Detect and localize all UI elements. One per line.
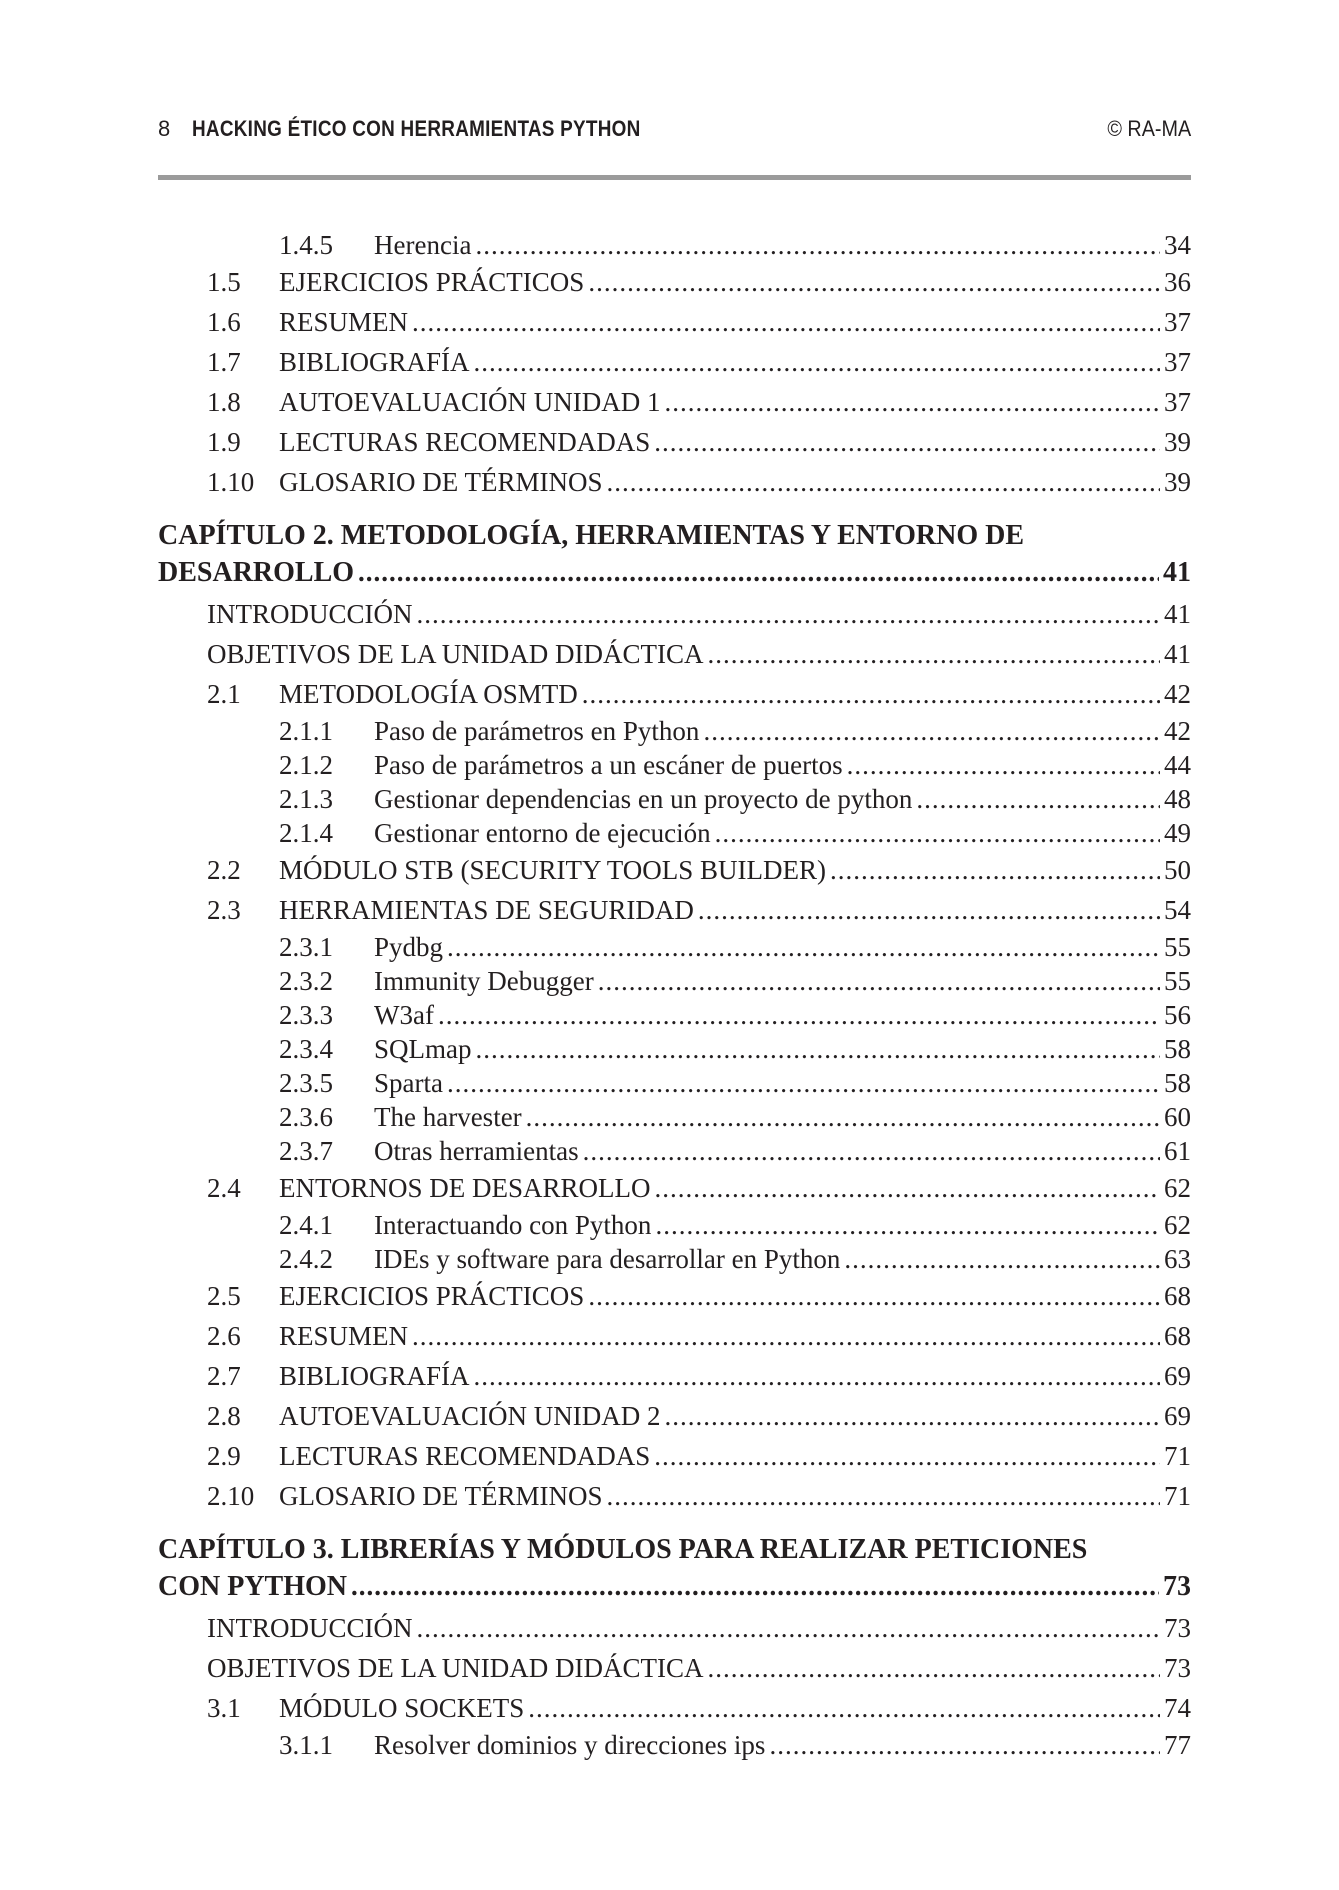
dot-leader (703, 714, 1160, 748)
toc-page-number: 71 (1164, 1481, 1191, 1511)
toc-page-number: 37 (1164, 307, 1191, 337)
toc-section-number: 1.8 (207, 387, 241, 417)
dot-leader (707, 1648, 1160, 1688)
toc-entry (158, 782, 1191, 816)
toc-entry-title: Resolver dominios y direcciones ips (374, 1730, 766, 1760)
toc-section-number: 2.7 (207, 1361, 241, 1391)
toc-section-number: 1.10 (207, 467, 255, 497)
toc-entry-title: INTRODUCCIÓN (207, 599, 413, 629)
toc-page-number: 37 (1164, 347, 1191, 377)
dot-leader (655, 1208, 1160, 1242)
dot-leader (664, 382, 1160, 422)
dot-leader (447, 930, 1160, 964)
toc-page-number: 34 (1164, 230, 1191, 260)
toc-page-number: 37 (1164, 387, 1191, 417)
dot-leader (582, 674, 1160, 714)
toc-page-number: 41 (1163, 557, 1191, 588)
toc-entry (158, 1316, 1191, 1356)
toc-page-number: 49 (1164, 818, 1191, 848)
dot-leader (474, 342, 1160, 382)
toc-entry (158, 1688, 1191, 1728)
page-number: 8 (158, 116, 171, 141)
toc-entry-title: Interactuando con Python (374, 1210, 652, 1240)
publisher-mark: © RA-MA (1107, 116, 1191, 141)
toc-page-number: 48 (1164, 784, 1191, 814)
toc-entry-title: IDEs y software para desarrollar en Python (374, 1244, 841, 1274)
toc-entry-title: HERRAMIENTAS DE SEGURIDAD (279, 895, 694, 925)
toc-entry (158, 714, 1191, 748)
dot-leader (526, 1100, 1160, 1134)
toc-entry (158, 1168, 1191, 1208)
toc-entry (158, 1134, 1191, 1168)
toc-entry (158, 1242, 1191, 1276)
dot-leader (358, 554, 1159, 590)
toc-entry (158, 964, 1191, 998)
toc-section-number: 2.5 (207, 1281, 241, 1311)
dot-leader (417, 1608, 1161, 1648)
dot-leader (412, 1316, 1160, 1356)
toc-entry-title: BIBLIOGRAFÍA (279, 347, 470, 377)
toc-section-number: 1.5 (207, 267, 241, 297)
toc-page-number: 56 (1164, 1000, 1191, 1030)
chapter-title-line2 (158, 1568, 1191, 1604)
toc-chapter-entry (158, 518, 1191, 590)
toc-entry (158, 1396, 1191, 1436)
toc-entry-title: Pydbg (374, 932, 444, 962)
chapter-title-line1: CAPÍTULO 2. METODOLOGÍA, HERRAMIENTAS Y ENTORNO DE (158, 520, 1025, 551)
toc-section-number: 1.7 (207, 347, 241, 377)
toc-section-number: 2.3.7 (279, 1136, 333, 1166)
toc-section-number: 2.1.3 (279, 784, 333, 814)
toc-entry-title: AUTOEVALUACIÓN UNIDAD 2 (279, 1401, 661, 1431)
dot-leader (475, 228, 1160, 262)
toc-section-number: 2.2 (207, 855, 241, 885)
toc-page-number: 42 (1164, 716, 1191, 746)
toc-entry (158, 1648, 1191, 1688)
toc-section-number: 2.4 (207, 1173, 241, 1203)
dot-leader (588, 262, 1160, 302)
toc-entry-title: INTRODUCCIÓN (207, 1613, 413, 1643)
toc-entry-title: ENTORNOS DE DESARROLLO (279, 1173, 651, 1203)
toc-entry (158, 930, 1191, 964)
toc-page-number: 39 (1164, 427, 1191, 457)
dot-leader (412, 302, 1160, 342)
toc-section-number: 1.6 (207, 307, 241, 337)
toc-page-number: 73 (1163, 1571, 1191, 1602)
toc-entry-title: EJERCICIOS PRÁCTICOS (279, 267, 585, 297)
toc-entry (158, 1728, 1191, 1762)
dot-leader (769, 1728, 1160, 1762)
toc-section-number: 2.1 (207, 679, 241, 709)
toc-page-number: 71 (1164, 1441, 1191, 1471)
toc-section-number: 2.8 (207, 1401, 241, 1431)
dot-leader (654, 1436, 1160, 1476)
toc-section-number: 2.6 (207, 1321, 241, 1351)
toc-section-number: 2.3.6 (279, 1102, 333, 1132)
toc-entry (158, 748, 1191, 782)
toc-entry (158, 1476, 1191, 1516)
toc-section-number: 2.1.1 (279, 716, 333, 746)
running-header (158, 112, 1191, 146)
toc-entry-title: Immunity Debugger (374, 966, 594, 996)
toc-entry (158, 634, 1191, 674)
toc-entry-title: Gestionar entorno de ejecución (374, 818, 711, 848)
toc-entry (158, 228, 1191, 262)
toc-section-number: 3.1 (207, 1693, 241, 1723)
toc-entry-title: Gestionar dependencias en un proyecto de python (374, 784, 913, 814)
toc-page-number: 58 (1164, 1068, 1191, 1098)
toc-entry-title: GLOSARIO DE TÉRMINOS (279, 1481, 603, 1511)
toc-entry-title: OBJETIVOS DE LA UNIDAD DIDÁCTICA (207, 639, 704, 669)
dot-leader (655, 1168, 1160, 1208)
toc-page-number: 36 (1164, 267, 1191, 297)
dot-leader (583, 1134, 1160, 1168)
dot-leader (588, 1276, 1160, 1316)
toc-entry (158, 302, 1191, 342)
toc-section-number: 1.4.5 (279, 230, 333, 260)
dot-leader (438, 998, 1160, 1032)
toc-entry-title: RESUMEN (279, 307, 409, 337)
toc-page-number: 61 (1164, 1136, 1191, 1166)
chapter-title-line2 (158, 554, 1191, 590)
toc-entry (158, 850, 1191, 890)
toc-section-number: 2.3.4 (279, 1034, 333, 1064)
dot-leader (447, 1066, 1160, 1100)
toc-entry-title: Paso de parámetros a un escáner de puertos (374, 750, 843, 780)
toc-entry-title: AUTOEVALUACIÓN UNIDAD 1 (279, 387, 661, 417)
toc-entry-title: The harvester (374, 1102, 522, 1132)
toc-entry (158, 342, 1191, 382)
toc-page-number: 68 (1164, 1321, 1191, 1351)
toc-entry-title: RESUMEN (279, 1321, 409, 1351)
toc-entry-title: Paso de parámetros en Python (374, 716, 700, 746)
dot-leader (528, 1688, 1160, 1728)
toc-page-number: 55 (1164, 966, 1191, 996)
toc-entry (158, 1100, 1191, 1134)
toc-page-number: 54 (1164, 895, 1191, 925)
toc-section-number: 2.10 (207, 1481, 255, 1511)
toc-entry (158, 1608, 1191, 1648)
toc-page-number: 77 (1164, 1730, 1191, 1760)
toc-page-number: 69 (1164, 1361, 1191, 1391)
toc-entry-title: Sparta (374, 1068, 443, 1098)
dot-leader (698, 890, 1160, 930)
dot-leader (664, 1396, 1160, 1436)
toc-page-number: 44 (1164, 750, 1191, 780)
dot-leader (844, 1242, 1160, 1276)
toc-entry (158, 422, 1191, 462)
dot-leader (607, 462, 1160, 502)
chapter-title-line1: CAPÍTULO 3. LIBRERÍAS Y MÓDULOS PARA REALIZAR PETICIONES (158, 1534, 1088, 1565)
toc-page-number: 68 (1164, 1281, 1191, 1311)
toc-entry (158, 1436, 1191, 1476)
dot-leader (654, 422, 1160, 462)
toc-entry-title: Herencia (374, 230, 472, 260)
dot-leader (474, 1356, 1160, 1396)
toc-entry (158, 382, 1191, 422)
header-rule (158, 175, 1191, 180)
toc-entry-title: Otras herramientas (374, 1136, 579, 1166)
dot-leader (598, 964, 1160, 998)
toc-entry (158, 998, 1191, 1032)
dot-leader (916, 782, 1160, 816)
toc-page-number: 41 (1164, 599, 1191, 629)
toc-page-number: 41 (1164, 639, 1191, 669)
toc-entry (158, 890, 1191, 930)
toc-entry (158, 262, 1191, 302)
toc-page-number: 73 (1164, 1653, 1191, 1683)
toc-entry (158, 594, 1191, 634)
toc-entry (158, 462, 1191, 502)
toc-section-number: 2.4.1 (279, 1210, 333, 1240)
toc-entry-title: MÓDULO STB (SECURITY TOOLS BUILDER) (279, 855, 827, 885)
toc-page-number: 63 (1164, 1244, 1191, 1274)
toc-entry (158, 674, 1191, 714)
toc-page-number: 62 (1164, 1173, 1191, 1203)
toc-entry-title: EJERCICIOS PRÁCTICOS (279, 1281, 585, 1311)
toc-entry-title: SQLmap (374, 1034, 472, 1064)
toc-section-number: 3.1.1 (279, 1730, 333, 1760)
toc-section-number: 2.1.2 (279, 750, 333, 780)
toc-page-number: 74 (1164, 1693, 1191, 1723)
book-title: HACKING ÉTICO CON HERRAMIENTAS PYTHON (192, 116, 641, 141)
toc-entry-title: BIBLIOGRAFÍA (279, 1361, 470, 1391)
table-of-contents (158, 228, 1191, 1762)
dot-leader (707, 634, 1160, 674)
toc-section-number: 2.3.5 (279, 1068, 333, 1098)
toc-page-number: 39 (1164, 467, 1191, 497)
toc-entry-title: METODOLOGÍA OSMTD (279, 679, 578, 709)
toc-page-number: 73 (1164, 1613, 1191, 1643)
dot-leader (715, 816, 1160, 850)
toc-entry (158, 1276, 1191, 1316)
chapter-title-end: CON PYTHON (158, 1571, 347, 1602)
chapter-title-end: DESARROLLO (158, 557, 355, 588)
dot-leader (607, 1476, 1160, 1516)
dot-leader (830, 850, 1160, 890)
dot-leader (847, 748, 1160, 782)
toc-entry-title: LECTURAS RECOMENDADAS (279, 1441, 651, 1471)
toc-page-number: 50 (1164, 855, 1191, 885)
toc-section-number: 2.3 (207, 895, 241, 925)
toc-entry (158, 816, 1191, 850)
toc-entry-title: W3af (374, 1000, 434, 1030)
toc-entry (158, 1356, 1191, 1396)
dot-leader (476, 1032, 1161, 1066)
toc-entry-title: GLOSARIO DE TÉRMINOS (279, 467, 603, 497)
toc-entry-title: LECTURAS RECOMENDADAS (279, 427, 651, 457)
toc-chapter-entry (158, 1532, 1191, 1604)
toc-section-number: 2.3.3 (279, 1000, 333, 1030)
dot-leader (351, 1568, 1159, 1604)
toc-section-number: 2.3.1 (279, 932, 333, 962)
toc-entry-title: OBJETIVOS DE LA UNIDAD DIDÁCTICA (207, 1653, 704, 1683)
toc-page-number: 62 (1164, 1210, 1191, 1240)
toc-page-number: 58 (1164, 1034, 1191, 1064)
toc-section-number: 2.4.2 (279, 1244, 333, 1274)
toc-section-number: 2.3.2 (279, 966, 333, 996)
toc-page-number: 42 (1164, 679, 1191, 709)
toc-entry (158, 1208, 1191, 1242)
toc-entry-title: MÓDULO SOCKETS (279, 1693, 525, 1723)
toc-entry (158, 1032, 1191, 1066)
toc-section-number: 2.1.4 (279, 818, 333, 848)
dot-leader (417, 594, 1161, 634)
toc-page-number: 69 (1164, 1401, 1191, 1431)
toc-entry (158, 1066, 1191, 1100)
toc-section-number: 1.9 (207, 427, 241, 457)
toc-section-number: 2.9 (207, 1441, 241, 1471)
toc-page-number: 55 (1164, 932, 1191, 962)
toc-page-number: 60 (1164, 1102, 1191, 1132)
